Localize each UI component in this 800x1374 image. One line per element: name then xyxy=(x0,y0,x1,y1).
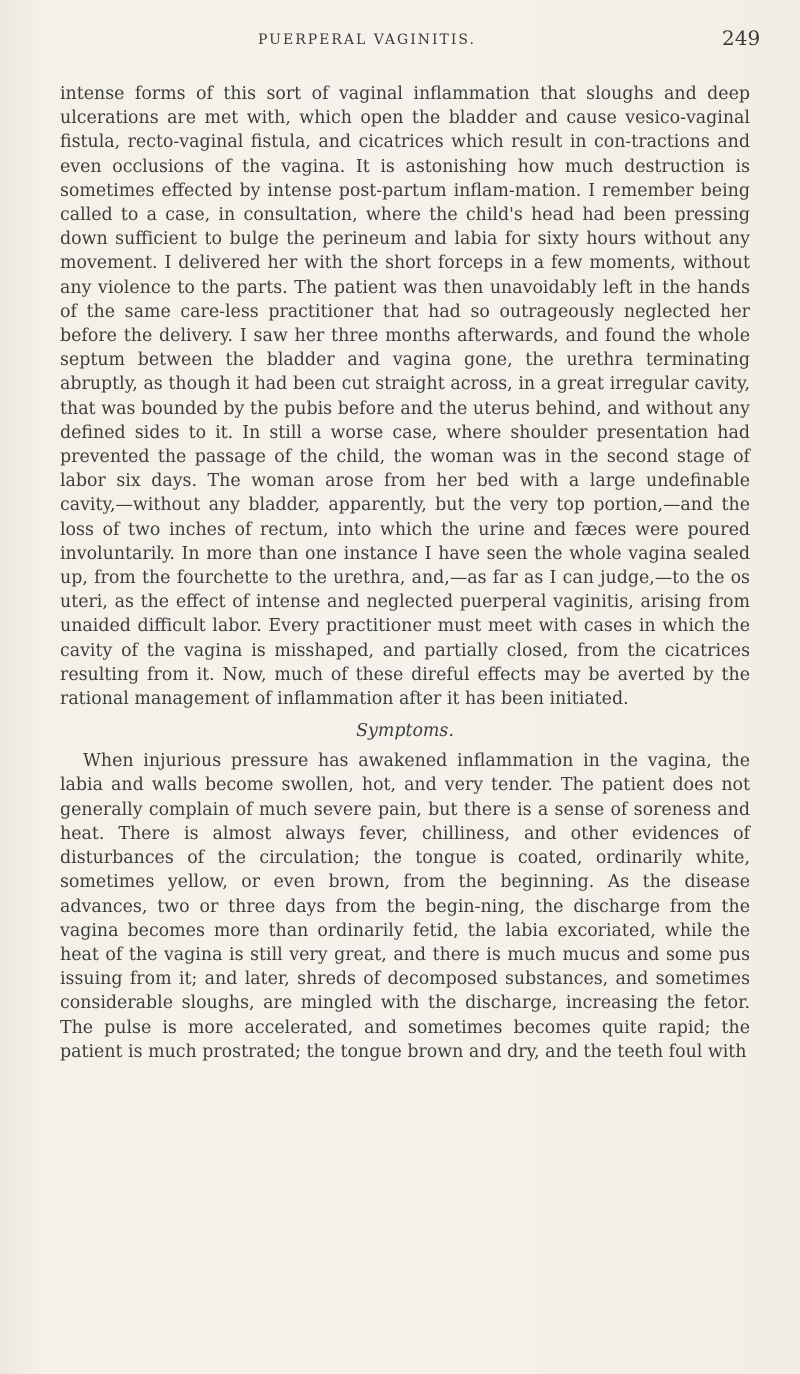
page-number: 249 xyxy=(722,26,761,50)
paragraph-continuation: intense forms of this sort of vaginal inflammation that sloughs and deep ulcerations are met with, which open the bladder and cause vesico-vaginal fistula, recto-vaginal fistula, and cicatrices which result in con-tractions and even occlusions of the vagina. It is astonishing how much destruction is sometimes effected by intense post-partum inflam-mation. I remember being called to a case, in consultation, where the child's head had been pressing down sufficient to bulge the perineum and labia for sixty hours without any movement. I delivered her with the short forceps in a few moments, without any violence to the parts. The patient was then unavoidably left in the hands of the same care-less practitioner that had so outrageously neglected her before the delivery. I saw her three months afterwards, and found the whole septum between the bladder and vagina gone, the urethra terminating abruptly, as though it had been cut straight across, in a great irregular cavity, that was bounded by the pubis before and the uterus behind, and without any defined sides to it. In still a worse case, where shoulder presentation had prevented the passage of the child, the woman was in the second stage of labor six days. The woman arose from her bed with a large undefinable cavity,—without any bladder, apparently, but the very top portion,—and the loss of two inches of rectum, into which the urine and fæces were poured involuntarily. In more than one instance I have seen the whole vagina sealed up, from the fourchette to the urethra, and,—as far as I can judge,—to the os uteri, as the effect of intense and neglected puerperal vaginitis, arising from unaided difficult labor. Every practitioner must meet with cases in which the cavity of the vagina is misshaped, and partially closed, from the cicatrices resulting from it. Now, much of these direful effects may be averted by the rational management of inflammation after it has been initiated. xyxy=(60,84,750,710)
running-head: PUERPERAL VAGINITIS. xyxy=(258,32,476,48)
page-header xyxy=(0,26,800,56)
paragraph-symptoms: When injurious pressure has awakened inflammation in the vagina, the labia and walls become swollen, hot, and very tender. The patient does not generally complain of much severe pain, but there is a sense of soreness and heat. There is almost always fever, chilliness, and other evidences of disturbances of the circulation; the tongue is coated, ordinarily white, sometimes yellow, or even brown, from the beginning. As the disease advances, two or three days from the begin-ning, the discharge from the vagina becomes more than ordinarily fetid, the labia excoriated, while the heat of the vagina is still very great, and there is much mucus and some pus issuing from it; and later, shreds of decomposed substances, and sometimes considerable sloughs, are mingled with the discharge, increasing the fetor. The pulse is more accelerated, and sometimes becomes quite rapid; the patient is much prostrated; the tongue brown and dry, and the teeth foul with xyxy=(60,751,750,1062)
body-text xyxy=(60,82,750,1064)
section-heading-symptoms: Symptoms. xyxy=(356,721,454,742)
